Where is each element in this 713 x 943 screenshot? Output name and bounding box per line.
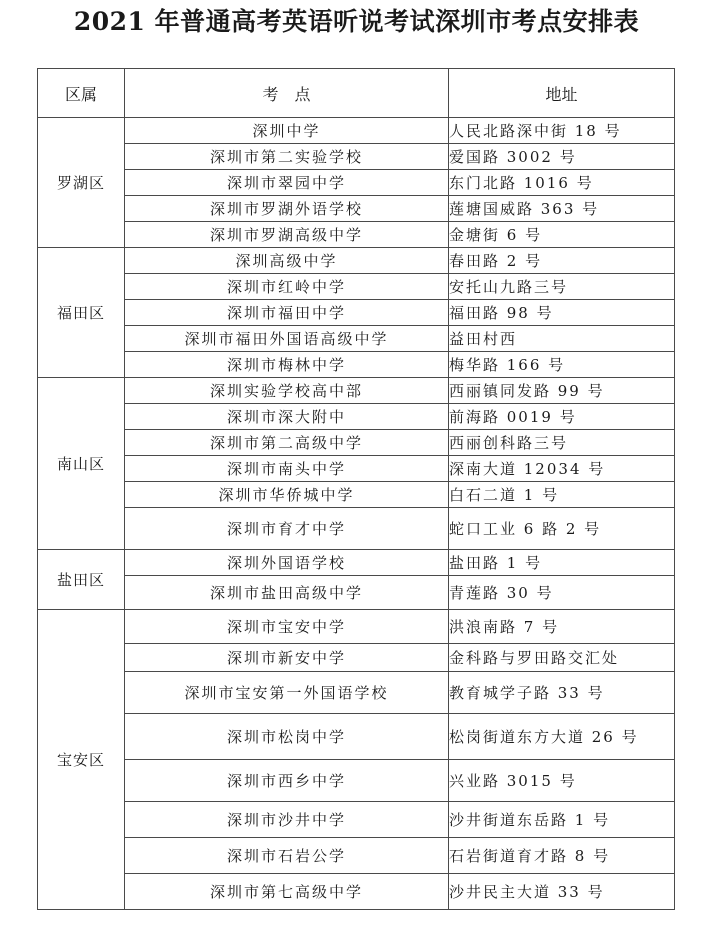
address-cell: 金塘街 6 号 (449, 222, 675, 248)
table-row (38, 672, 675, 714)
address-cell: 洪浪南路 7 号 (449, 610, 675, 644)
address-cell: 蛇口工业 6 路 2 号 (449, 508, 675, 550)
address-cell: 西丽创科路三号 (449, 430, 675, 456)
address-cell: 石岩街道育才路 8 号 (449, 838, 675, 874)
table-row (38, 714, 675, 760)
table-row (38, 352, 675, 378)
site-cell: 深圳市梅林中学 (125, 352, 449, 378)
table-header-row (38, 69, 675, 118)
header-address: 地址 (449, 69, 675, 118)
address-cell: 兴业路 3015 号 (449, 760, 675, 802)
address-cell: 春田路 2 号 (449, 248, 675, 274)
site-cell: 深圳市福田外国语高级中学 (125, 326, 449, 352)
site-cell: 深圳市松岗中学 (125, 714, 449, 760)
table-row (38, 248, 675, 274)
district-cell: 福田区 (38, 248, 125, 378)
table-row (38, 610, 675, 644)
table-row (38, 838, 675, 874)
site-cell: 深圳市新安中学 (125, 644, 449, 672)
site-cell: 深圳市西乡中学 (125, 760, 449, 802)
site-cell: 深圳市华侨城中学 (125, 482, 449, 508)
table-body (38, 118, 675, 910)
table-row (38, 802, 675, 838)
site-cell: 深圳市盐田高级中学 (125, 576, 449, 610)
address-cell: 青莲路 30 号 (449, 576, 675, 610)
table-row (38, 482, 675, 508)
site-cell: 深圳中学 (125, 118, 449, 144)
site-cell: 深圳市福田中学 (125, 300, 449, 326)
table-row (38, 550, 675, 576)
site-cell: 深圳市第七高级中学 (125, 874, 449, 910)
table-row (38, 760, 675, 802)
district-cell: 宝安区 (38, 610, 125, 910)
table-row (38, 196, 675, 222)
header-site: 考 点 (125, 69, 449, 118)
table-row (38, 576, 675, 610)
address-cell: 人民北路深中街 18 号 (449, 118, 675, 144)
site-cell: 深圳市南头中学 (125, 456, 449, 482)
site-cell: 深圳市第二高级中学 (125, 430, 449, 456)
address-cell: 莲塘国威路 363 号 (449, 196, 675, 222)
address-cell: 松岗街道东方大道 26 号 (449, 714, 675, 760)
site-cell: 深圳实验学校高中部 (125, 378, 449, 404)
table-row (38, 456, 675, 482)
address-cell: 益田村西 (449, 326, 675, 352)
table-row (38, 874, 675, 910)
address-cell: 沙井民主大道 33 号 (449, 874, 675, 910)
site-cell: 深圳市石岩公学 (125, 838, 449, 874)
address-cell: 白石二道 1 号 (449, 482, 675, 508)
district-cell: 盐田区 (38, 550, 125, 610)
site-cell: 深圳市育才中学 (125, 508, 449, 550)
table-row (38, 144, 675, 170)
site-cell: 深圳市宝安中学 (125, 610, 449, 644)
table-row (38, 644, 675, 672)
site-cell: 深圳高级中学 (125, 248, 449, 274)
site-cell: 深圳市罗湖外语学校 (125, 196, 449, 222)
site-cell: 深圳市深大附中 (125, 404, 449, 430)
address-cell: 深南大道 12034 号 (449, 456, 675, 482)
site-cell: 深圳市沙井中学 (125, 802, 449, 838)
table-row (38, 508, 675, 550)
site-cell: 深圳市翠园中学 (125, 170, 449, 196)
district-cell: 南山区 (38, 378, 125, 550)
table-row (38, 118, 675, 144)
exam-site-table (37, 68, 675, 910)
address-cell: 教育城学子路 33 号 (449, 672, 675, 714)
table-row (38, 326, 675, 352)
site-cell: 深圳市红岭中学 (125, 274, 449, 300)
site-cell: 深圳市第二实验学校 (125, 144, 449, 170)
address-cell: 沙井街道东岳路 1 号 (449, 802, 675, 838)
table-row (38, 404, 675, 430)
table-row (38, 300, 675, 326)
address-cell: 金科路与罗田路交汇处 (449, 644, 675, 672)
table-row (38, 378, 675, 404)
site-cell: 深圳市宝安第一外国语学校 (125, 672, 449, 714)
table-row (38, 170, 675, 196)
address-cell: 西丽镇同发路 99 号 (449, 378, 675, 404)
table-row (38, 222, 675, 248)
address-cell: 安托山九路三号 (449, 274, 675, 300)
site-cell: 深圳外国语学校 (125, 550, 449, 576)
address-cell: 东门北路 1016 号 (449, 170, 675, 196)
table-row (38, 430, 675, 456)
document-title: 2021 年普通高考英语听说考试深圳市考点安排表 (73, 7, 640, 36)
address-cell: 盐田路 1 号 (449, 550, 675, 576)
district-cell: 罗湖区 (38, 118, 125, 248)
address-cell: 爱国路 3002 号 (449, 144, 675, 170)
address-cell: 梅华路 166 号 (449, 352, 675, 378)
site-cell: 深圳市罗湖高级中学 (125, 222, 449, 248)
address-cell: 前海路 0019 号 (449, 404, 675, 430)
table-row (38, 274, 675, 300)
address-cell: 福田路 98 号 (449, 300, 675, 326)
header-district: 区属 (38, 69, 125, 118)
